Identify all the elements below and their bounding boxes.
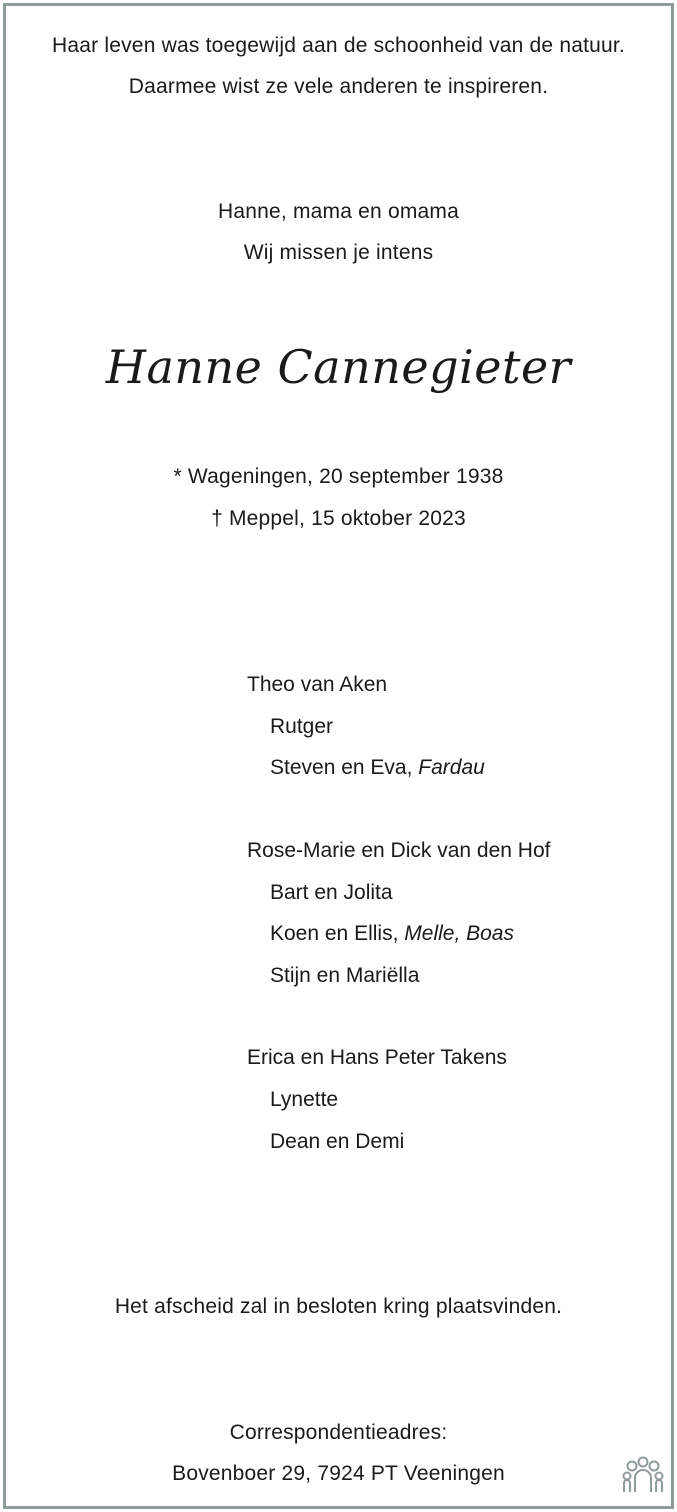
family-1-child-2-kids: Fardau xyxy=(418,756,485,779)
family-1-head: Theo van Aken xyxy=(247,673,388,696)
intro-line-1: Haar leven was toegewijd aan de schoonheid van de natuur. xyxy=(52,34,625,57)
family-2-child-2 xyxy=(270,922,514,946)
farewell-text: Het afscheid zal in besloten kring plaatsvinden. xyxy=(114,1295,563,1318)
family-2-child-2-kids: Melle, Boas xyxy=(404,922,514,945)
family-1-child-1: Rutger xyxy=(270,715,334,738)
family-3-child-1: Lynette xyxy=(270,1088,339,1111)
intro-line-2: Daarmee wist ze vele anderen te inspireren. xyxy=(128,75,549,98)
correspondence-address: Bovenboer 29, 7924 PT Veeningen xyxy=(172,1462,505,1485)
deceased-name: Hanne Cannegieter xyxy=(105,340,572,394)
correspondence-label: Correspondentieadres: xyxy=(229,1421,448,1444)
family-people-icon xyxy=(618,1456,668,1496)
family-1-child-2-couple: Steven en Eva, xyxy=(270,756,413,779)
birth-line: * Wageningen, 20 september 1938 xyxy=(173,465,504,488)
dedication-line-1: Hanne, mama en omama xyxy=(218,200,459,223)
family-2-child-2-couple: Koen en Ellis, xyxy=(270,922,399,945)
family-3-head: Erica en Hans Peter Takens xyxy=(247,1046,507,1069)
family-2-child-3: Stijn en Mariëlla xyxy=(270,964,420,987)
family-3-child-2: Dean en Demi xyxy=(270,1130,405,1153)
family-2-child-1: Bart en Jolita xyxy=(270,881,393,904)
death-line: † Meppel, 15 oktober 2023 xyxy=(211,507,466,530)
dedication-line-2: Wij missen je intens xyxy=(243,241,434,264)
family-2-head: Rose-Marie en Dick van den Hof xyxy=(247,839,551,862)
family-1-child-2 xyxy=(270,756,485,780)
